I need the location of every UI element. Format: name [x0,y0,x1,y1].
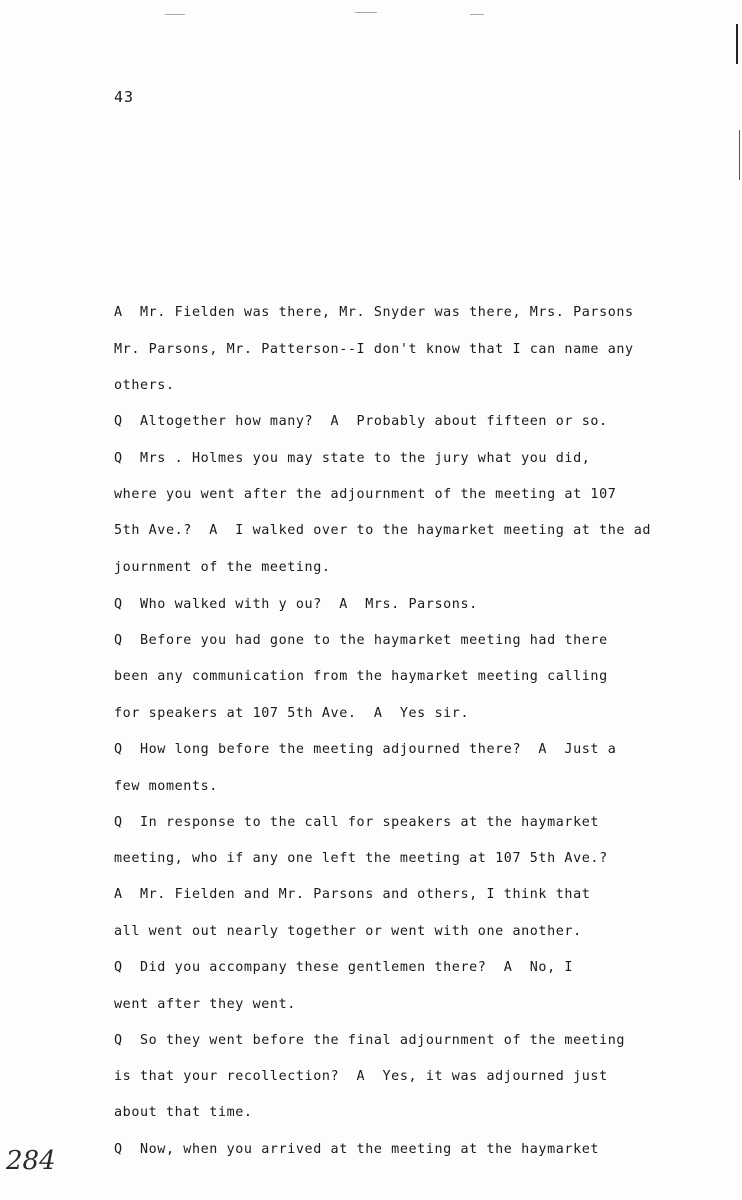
margin-mark [739,130,740,180]
text-line: about that time. [114,1105,253,1120]
text-line: others. [114,378,175,393]
text-line: is that your recollection? A Yes, it was adjourned just [114,1069,608,1084]
text-line: went after they went. [114,997,296,1012]
margin-note: 284 [6,1146,56,1176]
scan-smudge [470,14,484,15]
text-line: A Mr. Fielden and Mr. Parsons and others, I think that [114,887,591,902]
text-line: Q Mrs . Holmes you may state to the jury what you did, [114,451,591,466]
page-number: 43 [114,88,135,106]
text-line: 5th Ave.? A I walked over to the haymarket meeting at the ad [114,523,652,538]
text-line: Q So they went before the final adjournment of the meeting [114,1033,626,1048]
text-line: Q In response to the call for speakers at the haymarket [114,815,600,830]
text-line: meeting, who if any one left the meeting at 107 5th Ave.? [114,851,608,866]
scan-smudge [165,14,185,15]
text-line: Q Now, when you arrived at the meeting at the haymarket [114,1142,600,1157]
text-line: where you went after the adjournment of the meeting at 107 [114,487,617,502]
text-line: Q Before you had gone to the haymarket meeting had there [114,633,608,648]
text-line: all went out nearly together or went with one another. [114,924,582,939]
text-line: journment of the meeting. [114,560,331,575]
text-line: few moments. [114,779,218,794]
text-line: Mr. Parsons, Mr. Patterson--I don't know that I can name any [114,342,634,357]
text-line: for speakers at 107 5th Ave. A Yes sir. [114,706,470,721]
text-line: Q Who walked with y ou? A Mrs. Parsons. [114,597,478,612]
text-line: Q How long before the meeting adjourned there? A Just a [114,742,617,757]
text-line: been any communication from the haymarket meeting calling [114,669,608,684]
text-line: Q Altogether how many? A Probably about fifteen or so. [114,414,608,429]
text-line: A Mr. Fielden was there, Mr. Snyder was there, Mrs. Parsons [114,305,634,320]
margin-mark [736,24,738,64]
text-line: Q Did you accompany these gentlemen there? A No, I [114,960,574,975]
scan-smudge [355,12,377,13]
